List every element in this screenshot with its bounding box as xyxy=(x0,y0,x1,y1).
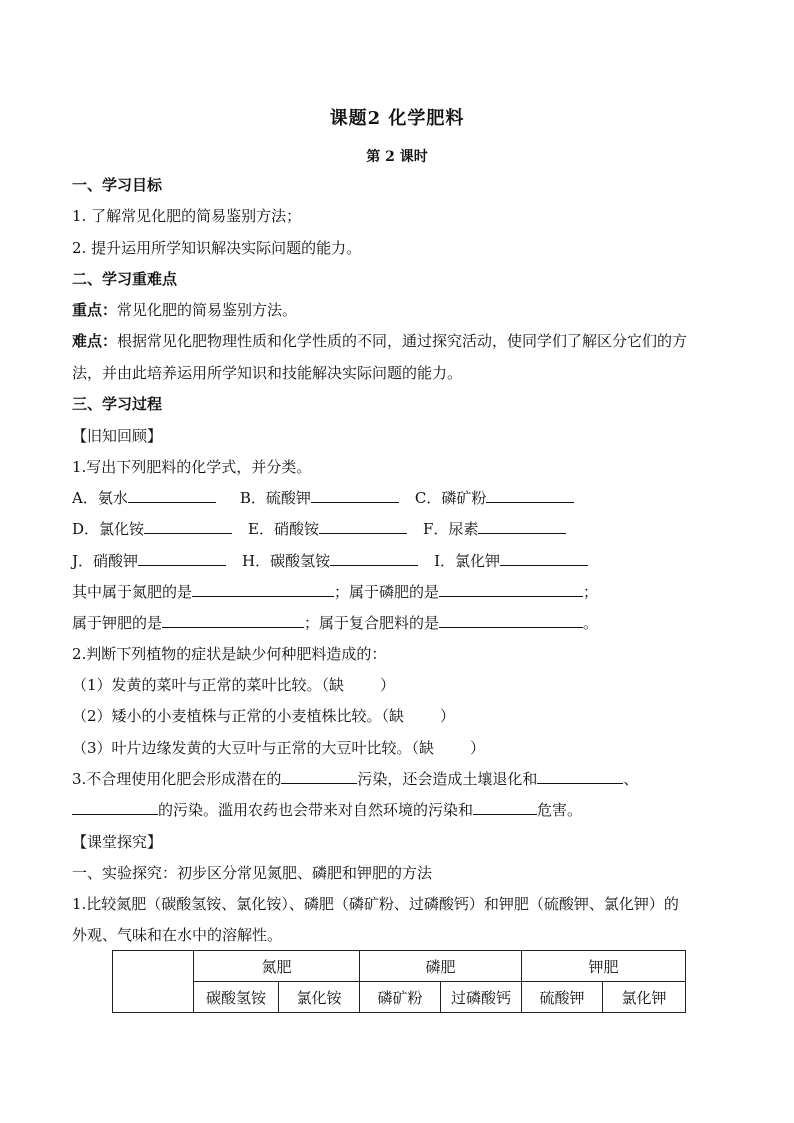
answer-blank[interactable] xyxy=(192,582,334,597)
q3-text: 3.不合理使用化肥会形成潜在的 xyxy=(72,770,282,788)
explore-heading: 【课堂探究】 xyxy=(72,833,163,851)
symptom-text: （2）矮小的小麦植株与正常的小麦植株比较。（缺 xyxy=(72,707,405,725)
fertilizer-row-1 xyxy=(72,488,574,508)
item-d: D．氯化铵 xyxy=(72,520,145,538)
punctuation: ） xyxy=(380,676,396,694)
page-subtitle: 第 2 课时 xyxy=(366,149,428,165)
classification-line-2 xyxy=(72,613,598,633)
experiment-instruction-continued: 外观、气味和在水中的溶解性。 xyxy=(72,926,283,944)
experiment-subheading: 一、实验探究：初步区分常见氮肥、磷肥和钾肥的方法 xyxy=(72,864,433,882)
answer-blank[interactable] xyxy=(473,800,537,815)
table-group-header: 磷肥 xyxy=(360,951,522,982)
key-text: 常见化肥的简易鉴别方法。 xyxy=(117,301,298,319)
answer-blank[interactable] xyxy=(500,551,588,566)
table-item-header: 碳酸氢铵 xyxy=(194,982,279,1013)
objective-item: 2. 提升运用所学知识解决实际问题的能力。 xyxy=(72,239,362,257)
answer-blank[interactable] xyxy=(311,488,399,503)
symptom-text: （1）发黄的菜叶与正常的菜叶比较。（缺 xyxy=(72,676,345,694)
question-2-1 xyxy=(72,675,395,695)
table-item-header: 过磷酸钙 xyxy=(441,982,522,1013)
q3-text: 危害。 xyxy=(537,801,583,819)
question-3-line-2 xyxy=(72,800,582,820)
table-item-header: 磷矿粉 xyxy=(360,982,441,1013)
fertilizer-row-3 xyxy=(72,551,588,571)
table-group-header: 氮肥 xyxy=(194,951,360,982)
answer-blank[interactable] xyxy=(138,551,226,566)
compound-label: ；属于复合肥料的是 xyxy=(304,614,440,632)
item-a: A．氨水 xyxy=(72,489,128,507)
answer-blank[interactable] xyxy=(144,519,232,534)
review-heading: 【旧知回顾】 xyxy=(72,427,163,445)
difficulty-text-continued: 法，并由此培养运用所学知识和技能解决实际问题的能力。 xyxy=(72,364,463,382)
answer-blank[interactable] xyxy=(486,488,574,503)
section-heading-process: 三、学习过程 xyxy=(72,395,163,413)
page-title: 课题2 化学肥料 xyxy=(329,108,465,129)
key-point-line xyxy=(72,300,297,320)
item-h: H．碳酸氢铵 xyxy=(242,552,331,570)
question-2-3 xyxy=(72,738,485,758)
table-item-header: 氯化钾 xyxy=(603,982,686,1013)
difficulty-text: 根据常见化肥物理性质和化学性质的不同，通过探究活动，使同学们了解区分它们的方 xyxy=(117,332,688,350)
answer-blank[interactable] xyxy=(72,800,158,815)
answer-blank[interactable] xyxy=(162,613,304,628)
answer-blank[interactable] xyxy=(319,519,407,534)
answer-blank[interactable] xyxy=(439,582,583,597)
answer-blank[interactable] xyxy=(281,769,357,784)
answer-blank[interactable] xyxy=(330,551,418,566)
potash-label: 属于钾肥的是 xyxy=(72,614,163,632)
punctuation: ； xyxy=(583,583,599,601)
answer-blank[interactable] xyxy=(537,769,623,784)
item-j: J．硝酸钾 xyxy=(72,552,139,570)
question-2-2 xyxy=(72,706,455,726)
table-group-header: 钾肥 xyxy=(522,951,686,982)
table-row xyxy=(113,951,686,982)
punctuation: ） xyxy=(470,739,486,757)
q3-text: 的污染。滥用农药也会带来对自然环境的污染和 xyxy=(158,801,474,819)
experiment-instruction: 1.比较氮肥（碳酸氢铵、氯化铵）、磷肥（磷矿粉、过磷酸钙）和钾肥（硫酸钾、氯化钾）的 xyxy=(72,895,679,913)
item-f: F．尿素 xyxy=(422,520,479,538)
item-e: E．硝酸铵 xyxy=(248,520,319,538)
fertilizer-row-2 xyxy=(72,519,566,539)
table-item-header: 硫酸钾 xyxy=(522,982,603,1013)
phosphate-label: ；属于磷肥的是 xyxy=(334,583,440,601)
table-item-header: 氯化铵 xyxy=(279,982,360,1013)
section-heading-key-points: 二、学习重难点 xyxy=(72,270,178,288)
item-c: C．磷矿粉 xyxy=(414,489,487,507)
question-2: 2.判断下列植物的症状是缺少何种肥料造成的： xyxy=(72,645,387,663)
symptom-text: （3）叶片边缘发黄的大豆叶与正常的大豆叶比较。（缺 xyxy=(72,739,435,757)
objective-item: 1. 了解常见化肥的简易鉴别方法； xyxy=(72,207,302,225)
item-b: B．硫酸钾 xyxy=(239,489,311,507)
answer-blank[interactable] xyxy=(128,488,216,503)
table-row xyxy=(113,982,686,1013)
q3-text: 污染，还会造成土壤退化和 xyxy=(357,770,538,788)
key-label: 重点： xyxy=(72,301,118,319)
question-3-line-1 xyxy=(72,769,638,789)
table-corner-cell xyxy=(113,951,194,1013)
question-1: 1.写出下列肥料的化学式，并分类。 xyxy=(72,458,312,476)
nitrogen-label: 其中属于氮肥的是 xyxy=(72,583,193,601)
item-i: I．氯化钾 xyxy=(434,552,501,570)
answer-blank[interactable] xyxy=(439,613,583,628)
classification-line-1 xyxy=(72,582,598,602)
answer-blank[interactable] xyxy=(478,519,566,534)
punctuation: 。 xyxy=(583,614,599,632)
punctuation: ） xyxy=(440,707,456,725)
punctuation: 、 xyxy=(623,770,639,788)
difficulty-line xyxy=(72,331,687,351)
fertilizer-comparison-table xyxy=(112,950,686,1013)
difficulty-label: 难点： xyxy=(72,332,118,350)
section-heading-objectives: 一、学习目标 xyxy=(72,176,163,194)
